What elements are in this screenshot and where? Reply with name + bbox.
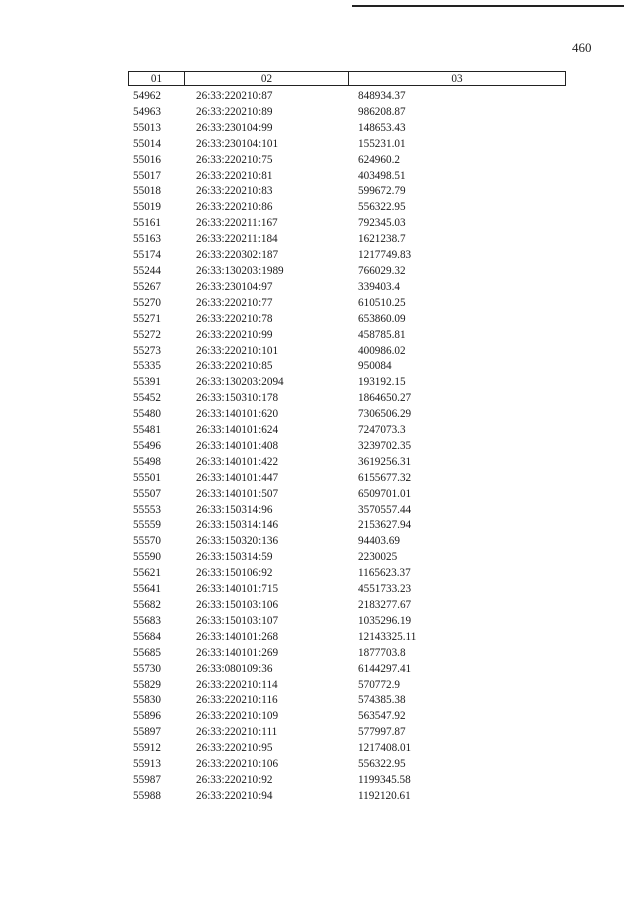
cell-cadastral-number: 26:33:220210:116 [196,694,278,707]
cell-cadastral-number: 26:33:140101:624 [196,424,279,437]
cell-value: 3619256.31 [358,455,412,468]
table-row [0,614,640,630]
table-row [0,566,640,582]
cell-id: 55553 [133,503,161,516]
table-row [0,741,640,757]
table-row [0,534,640,550]
cell-cadastral-number: 26:33:220210:94 [196,789,273,802]
cell-value: 7306506.29 [358,408,412,421]
cell-id: 55988 [133,789,161,802]
cell-value: 1877703.8 [358,646,406,659]
cell-id: 55684 [133,630,161,643]
column-header-03: 03 [451,73,463,85]
table-row [0,646,640,662]
cell-id: 55830 [133,694,161,707]
cell-cadastral-number: 26:33:140101:269 [196,646,279,659]
cell-cadastral-number: 26:33:230104:101 [196,137,279,150]
table-header [128,71,566,86]
cell-id: 55174 [133,249,161,262]
cell-value: 1864650.27 [358,392,412,405]
cell-cadastral-number: 26:33:220210:78 [196,312,273,325]
cell-cadastral-number: 26:33:130203:2094 [196,376,284,389]
cell-cadastral-number: 26:33:150314:146 [196,519,279,532]
cell-id: 55019 [133,201,161,214]
cell-cadastral-number: 26:33:220210:114 [196,678,278,691]
cell-cadastral-number: 26:33:220210:87 [196,90,273,102]
cell-cadastral-number: 26:33:220210:95 [196,742,273,755]
table-row [0,582,640,598]
cell-cadastral-number: 26:33:220211:184 [196,233,278,246]
cell-value: 599672.79 [358,185,406,198]
cell-value: 574385.38 [358,694,406,707]
cell-id: 55498 [133,455,161,468]
cell-id: 55507 [133,487,161,500]
table-row [0,153,640,169]
cell-value: 2230025 [358,551,398,564]
cell-value: 556322.95 [358,758,406,771]
cell-id: 55829 [133,678,161,691]
table-row [0,678,640,694]
table-row [0,89,640,105]
table-row [0,169,640,185]
cell-value: 7247073.3 [358,424,406,437]
cell-value: 556322.95 [358,201,406,214]
cell-value: 6509701.01 [358,487,412,500]
cell-value: 193192.15 [358,376,406,389]
table-row [0,662,640,678]
cell-value: 950084 [358,360,392,373]
cell-value: 570772.9 [358,678,400,691]
cell-id: 55273 [133,344,161,357]
cell-cadastral-number: 26:33:220210:89 [196,105,273,118]
cell-id: 55621 [133,567,161,580]
table-row [0,344,640,360]
cell-value: 155231.01 [358,137,406,150]
cell-id: 55271 [133,312,161,325]
column-header-01: 01 [129,72,185,85]
table-row [0,359,640,375]
cell-id: 55912 [133,742,161,755]
table-row [0,550,640,566]
cell-cadastral-number: 26:33:220210:83 [196,185,273,198]
table-row [0,391,640,407]
cell-value: 653860.09 [358,312,406,325]
table-row [0,630,640,646]
cell-cadastral-number: 26:33:140101:715 [196,583,279,596]
cell-id: 55161 [133,217,161,230]
cell-cadastral-number: 26:33:220210:75 [196,153,273,166]
cell-cadastral-number: 26:33:220210:99 [196,328,273,341]
cell-value: 4551733.23 [358,583,412,596]
page-number: 460 [572,40,592,55]
header-rule [352,5,624,7]
cell-cadastral-number: 26:33:220210:86 [196,201,273,214]
table-row [0,375,640,391]
cell-value: 458785.81 [358,328,406,341]
cell-id: 55682 [133,599,161,611]
cell-id: 54963 [133,105,161,118]
cell-value: 1192120.61 [358,789,411,802]
cell-id: 55267 [133,280,161,293]
cell-value: 1217749.83 [358,249,412,262]
cell-id: 55163 [133,233,161,246]
cell-cadastral-number: 26:33:150310:178 [196,392,279,405]
table-row [0,725,640,741]
cell-value: 3239702.35 [358,439,412,452]
cell-value: 624960.2 [358,153,400,166]
table-row [0,232,640,248]
table-row [0,773,640,789]
cell-cadastral-number: 26:33:220210:111 [196,726,278,739]
cell-cadastral-number: 26:33:220210:81 [196,169,273,182]
table-row [0,709,640,725]
cell-cadastral-number: 26:33:140101:507 [196,487,279,500]
cell-value: 563547.92 [358,710,406,723]
cell-cadastral-number: 26:33:220210:92 [196,773,273,786]
cell-id: 55570 [133,535,161,548]
cell-cadastral-number: 26:33:220210:109 [196,710,279,723]
cell-id: 55480 [133,408,161,421]
cell-cadastral-number: 26:33:220211:167 [196,217,278,230]
cell-value: 400986.02 [358,344,406,357]
cell-value: 1199345.58 [358,773,411,786]
cell-cadastral-number: 26:33:140101:447 [196,471,279,484]
cell-cadastral-number: 26:33:140101:408 [196,439,279,452]
cell-value: 848934.37 [358,90,406,102]
table-row [0,264,640,280]
table-row [0,296,640,312]
cell-value: 1035296.19 [358,614,412,627]
cell-cadastral-number: 26:33:220210:77 [196,296,273,309]
cell-cadastral-number: 26:33:220210:106 [196,758,279,771]
cell-id: 55559 [133,519,161,532]
cell-cadastral-number: 26:33:140101:268 [196,630,279,643]
cell-value: 148653.43 [358,121,406,134]
cell-id: 55685 [133,646,161,659]
cell-id: 55641 [133,583,161,596]
cell-id: 55335 [133,360,161,373]
table-row [0,487,640,503]
cell-cadastral-number: 26:33:220210:85 [196,360,273,373]
cell-id: 55244 [133,264,161,277]
table-row [0,328,640,344]
cell-id: 55270 [133,296,161,309]
cell-cadastral-number: 26:33:220302:187 [196,249,279,262]
cell-cadastral-number: 26:33:130203:1989 [196,264,284,277]
table-row [0,184,640,200]
table-row [0,121,640,137]
table-row [0,757,640,773]
table-row [0,280,640,296]
cell-value: 6155677.32 [358,471,412,484]
table-row [0,200,640,216]
cell-id: 55501 [133,471,161,484]
cell-value: 1217408.01 [358,742,412,755]
cell-value: 610510.25 [358,296,406,309]
cell-value: 1621238.7 [358,233,406,246]
cell-cadastral-number: 26:33:080109:36 [196,662,273,675]
cell-cadastral-number: 26:33:230104:99 [196,121,273,134]
table-row [0,216,640,232]
cell-value: 6144297.41 [358,662,412,675]
cell-id: 55014 [133,137,161,150]
cell-id: 55896 [133,710,161,723]
cell-id: 55018 [133,185,161,198]
cell-cadastral-number: 26:33:150320:136 [196,535,279,548]
table-row [0,471,640,487]
cell-value: 403498.51 [358,169,406,182]
cell-value: 577997.87 [358,726,406,739]
cell-value: 3570557.44 [358,503,412,516]
cell-id: 55013 [133,121,161,134]
cell-id: 55590 [133,551,161,564]
cell-id: 55496 [133,439,161,452]
cell-id: 55730 [133,662,161,675]
cell-cadastral-number: 26:33:150314:96 [196,503,273,516]
table-row [0,789,640,805]
column-header-02: 02 [185,72,349,85]
table-row [0,503,640,519]
cell-value: 2153627.94 [358,519,412,532]
table-row [0,455,640,471]
cell-id: 55016 [133,153,161,166]
cell-value: 2183277.67 [358,599,412,611]
cell-id: 55897 [133,726,161,739]
table-row [0,312,640,328]
table-row [0,518,640,534]
cell-value: 12143325.11 [358,630,417,643]
cell-id: 55987 [133,773,161,786]
cell-value: 792345.03 [358,217,406,230]
cell-value: 94403.69 [358,535,400,548]
table-row [0,407,640,423]
table-row [0,439,640,455]
cell-cadastral-number: 26:33:230104:97 [196,280,273,293]
table-row [0,105,640,121]
table-body [0,89,640,805]
table-row [0,598,640,614]
cell-id: 54962 [133,90,161,102]
cell-cadastral-number: 26:33:150314:59 [196,551,273,564]
cell-cadastral-number: 26:33:150103:106 [196,599,279,611]
cell-value: 1165623.37 [358,567,411,580]
cell-id: 55452 [133,392,161,405]
table-row [0,693,640,709]
cell-cadastral-number: 26:33:150106:92 [196,567,273,580]
cell-cadastral-number: 26:33:140101:422 [196,455,279,468]
cell-value: 766029.32 [358,264,406,277]
table-row [0,137,640,153]
cell-id: 55683 [133,614,161,627]
cell-id: 55017 [133,169,161,182]
cell-id: 55391 [133,376,161,389]
table-row [0,248,640,264]
table-row [0,423,640,439]
cell-value: 339403.4 [358,280,400,293]
cell-value: 986208.87 [358,105,406,118]
cell-id: 55913 [133,758,161,771]
cell-cadastral-number: 26:33:220210:101 [196,344,279,357]
cell-id: 55272 [133,328,161,341]
cell-cadastral-number: 26:33:140101:620 [196,408,279,421]
cell-id: 55481 [133,424,161,437]
cell-cadastral-number: 26:33:150103:107 [196,614,279,627]
